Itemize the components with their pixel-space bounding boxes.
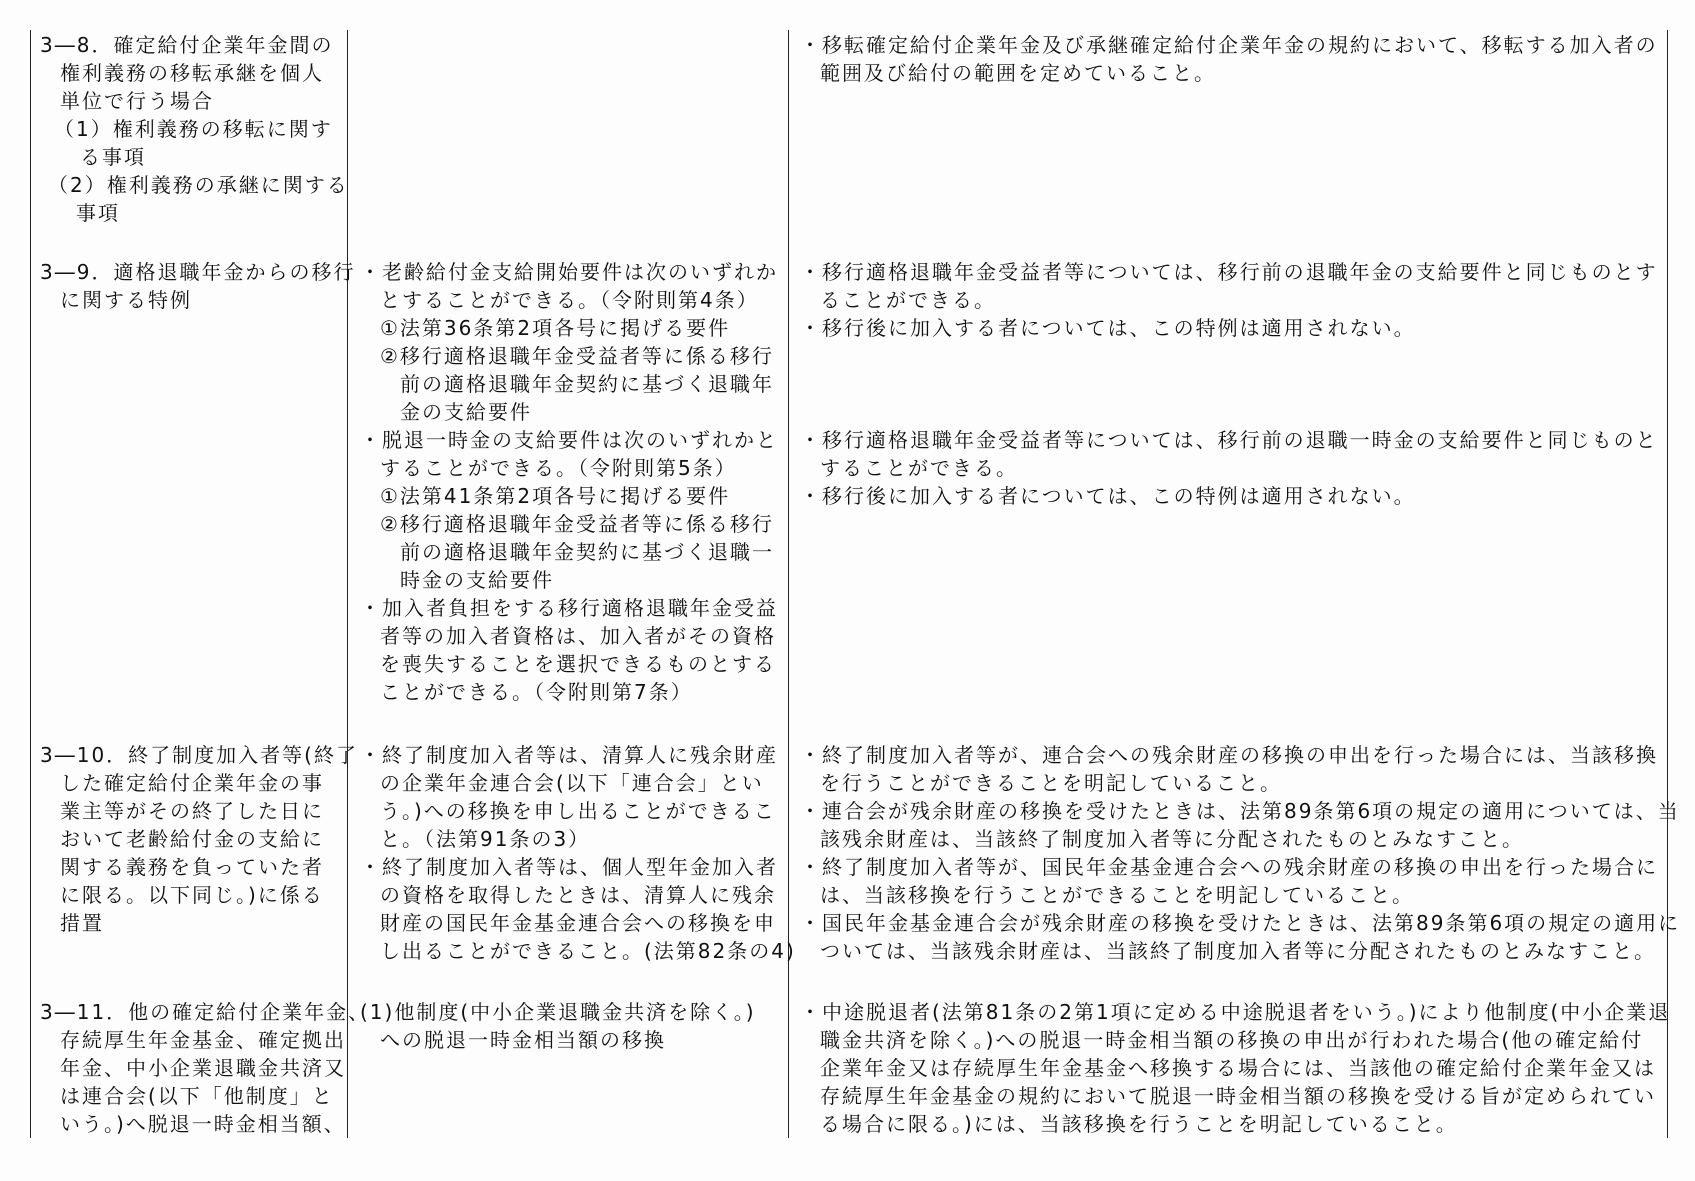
criteria-line: 存続厚生年金基金の規約において脱退一時金相当額の移換を受ける旨が定められてい <box>820 1084 1656 1108</box>
rule-line: 前の適格退職年金契約に基づく退職一 <box>400 540 774 564</box>
rule-line: ・加入者負担をする移行適格退職年金受益 <box>360 596 778 620</box>
criteria-line: ・終了制度加入者等が、国民年金基金連合会への残余財産の移換の申出を行った場合に <box>800 855 1658 879</box>
rule-line: 財産の国民年金基金連合会への移換を申 <box>380 911 776 935</box>
item-line: いう。)へ脱退一時金相当額、 <box>60 1112 346 1136</box>
rule-line: ・老齢給付金支給開始要件は次のいずれか <box>360 260 778 284</box>
criteria-line: ・移行適格退職年金受益者等については、移行前の退職一時金の支給要件と同じものと <box>800 428 1658 452</box>
rule-line: ・終了制度加入者等は、清算人に残余財産 <box>360 743 778 767</box>
rule-line: を喪失することを選択できるものとする <box>380 652 776 676</box>
rule-line: することができる。（令附則第5条） <box>380 456 737 480</box>
rule-line: (1)他制度(中小企業退職金共済を除く。) <box>360 1000 756 1024</box>
item-line: おいて老齢給付金の支給に <box>60 827 324 851</box>
criteria-line: ・連合会が残余財産の移換を受けたときは、法第89条第6項の規定の適用については、当 <box>800 799 1680 823</box>
rule-line: ②移行適格退職年金受益者等に係る移行 <box>380 512 774 536</box>
rule-line: 者等の加入者資格は、加入者がその資格 <box>380 624 776 648</box>
criteria-line: ・移行後に加入する者については、この特例は適用されない。 <box>800 316 1416 340</box>
criteria-line: 企業年金又は存続厚生年金基金へ移換する場合には、当該他の確定給付企業年金又は <box>820 1056 1656 1080</box>
row-3-10-criteria <box>800 741 1680 965</box>
criteria-line: することができる。 <box>820 456 1018 480</box>
row-3-8-criteria <box>800 31 1658 87</box>
rule-line: ①法第41条第2項各号に掲げる要件 <box>380 484 731 508</box>
item-line: 事項 <box>76 201 120 225</box>
criteria-line: 該残余財産は、当該終了制度加入者等に分配されたものとみなすこと。 <box>820 827 1524 851</box>
item-line: 3―9．適格退職年金からの移行 <box>40 260 356 284</box>
item-line: は連合会(以下「他制度」と <box>60 1084 334 1108</box>
rule-line: う。)への移換を申し出ることができるこ <box>380 799 776 823</box>
item-line: 権利義務の移転承継を個人 <box>60 61 324 85</box>
criteria-line: ・終了制度加入者等が、連合会への残余財産の移換の申出を行った場合には、当該移換 <box>800 743 1658 767</box>
rule-line: とすることができる。（令附則第4条） <box>380 288 759 312</box>
criteria-line: を行うことができることを明記していること。 <box>820 771 1282 795</box>
rule-line: の資格を取得したときは、清算人に残余 <box>380 883 776 907</box>
criteria-line: ・中途脱退者(法第81条の2第1項に定める中途脱退者をいう。)により他制度(中小企業退 <box>800 1000 1671 1024</box>
criteria-line: 職金共済を除く。)への脱退一時金相当額の移換の申出が行われた場合(他の確定給付 <box>820 1028 1644 1052</box>
row-3-11-rule <box>360 998 756 1054</box>
item-line: に限る。以下同じ。)に係る <box>60 883 324 907</box>
item-line: 年金、中小企業退職金共済又 <box>60 1056 346 1080</box>
column-divider-2 <box>788 30 789 1138</box>
item-line: 業主等がその終了した日に <box>60 799 324 823</box>
item-line: （1）権利義務の移転に関す <box>54 117 333 141</box>
rule-line: ①法第36条第2項各号に掲げる要件 <box>380 316 731 340</box>
criteria-line: ることができる。 <box>820 288 996 312</box>
item-line: 措置 <box>60 911 104 935</box>
rule-line: し出ることができること。(法第82条の4) <box>380 939 796 963</box>
item-line: 3―8．確定給付企業年金間の <box>40 33 334 57</box>
item-line: に関する特例 <box>60 288 192 312</box>
rule-line: への脱退一時金相当額の移換 <box>380 1028 666 1052</box>
rule-line: と。（法第91条の3） <box>380 827 591 851</box>
row-3-9-criteria-b <box>800 426 1658 510</box>
row-3-10-item <box>40 741 358 937</box>
row-3-9-criteria-a <box>800 258 1658 342</box>
item-line: 存続厚生年金基金、確定拠出 <box>60 1028 346 1052</box>
item-line: 関する義務を負っていた者 <box>60 855 324 879</box>
item-line: 3―10．終了制度加入者等(終了 <box>40 743 358 767</box>
criteria-line: ・移転確定給付企業年金及び承継確定給付企業年金の規約において、移転する加入者の <box>800 33 1658 57</box>
row-3-11-criteria <box>800 998 1670 1138</box>
criteria-line: ・移行適格退職年金受益者等については、移行前の退職年金の支給要件と同じものとす <box>800 260 1658 284</box>
row-3-9-item <box>40 258 355 314</box>
row-3-11-item <box>40 998 370 1138</box>
criteria-line: ・国民年金基金連合会が残余財産の移換を受けたときは、法第89条第6項の規定の適用に <box>800 911 1681 935</box>
rule-line: ・終了制度加入者等は、個人型年金加入者 <box>360 855 778 879</box>
table-border-right <box>1667 30 1668 1138</box>
item-line: る事項 <box>80 145 146 169</box>
item-line: 単位で行う場合 <box>60 89 214 113</box>
item-line: 3―11．他の確定給付企業年金、 <box>40 1000 371 1024</box>
item-line: した確定給付企業年金の事 <box>60 771 324 795</box>
criteria-line: ・移行後に加入する者については、この特例は適用されない。 <box>800 484 1416 508</box>
rule-line: 時金の支給要件 <box>400 568 554 592</box>
row-3-9-rule <box>360 258 778 706</box>
row-3-10-rule <box>360 741 796 965</box>
row-3-8-item <box>40 31 349 227</box>
criteria-line: る場合に限る。)には、当該移換を行うことを明記していること。 <box>820 1112 1458 1136</box>
table-border-left <box>30 30 31 1138</box>
criteria-line: は、当該移換を行うことができることを明記していること。 <box>820 883 1414 907</box>
rule-line: ことができる。（令附則第7条） <box>380 680 693 704</box>
item-line: （2）権利義務の承継に関する <box>48 173 349 197</box>
rule-line: の企業年金連合会(以下「連合会」とい <box>380 771 764 795</box>
rule-line: 金の支給要件 <box>400 400 532 424</box>
rule-line: 前の適格退職年金契約に基づく退職年 <box>400 372 774 396</box>
rule-line: ・脱退一時金の支給要件は次のいずれかと <box>360 428 778 452</box>
criteria-line: 範囲及び給付の範囲を定めていること。 <box>820 61 1216 85</box>
criteria-line: ついては、当該残余財産は、当該終了制度加入者等に分配されたものとみなすこと。 <box>820 939 1656 963</box>
rule-line: ②移行適格退職年金受益者等に係る移行 <box>380 344 774 368</box>
